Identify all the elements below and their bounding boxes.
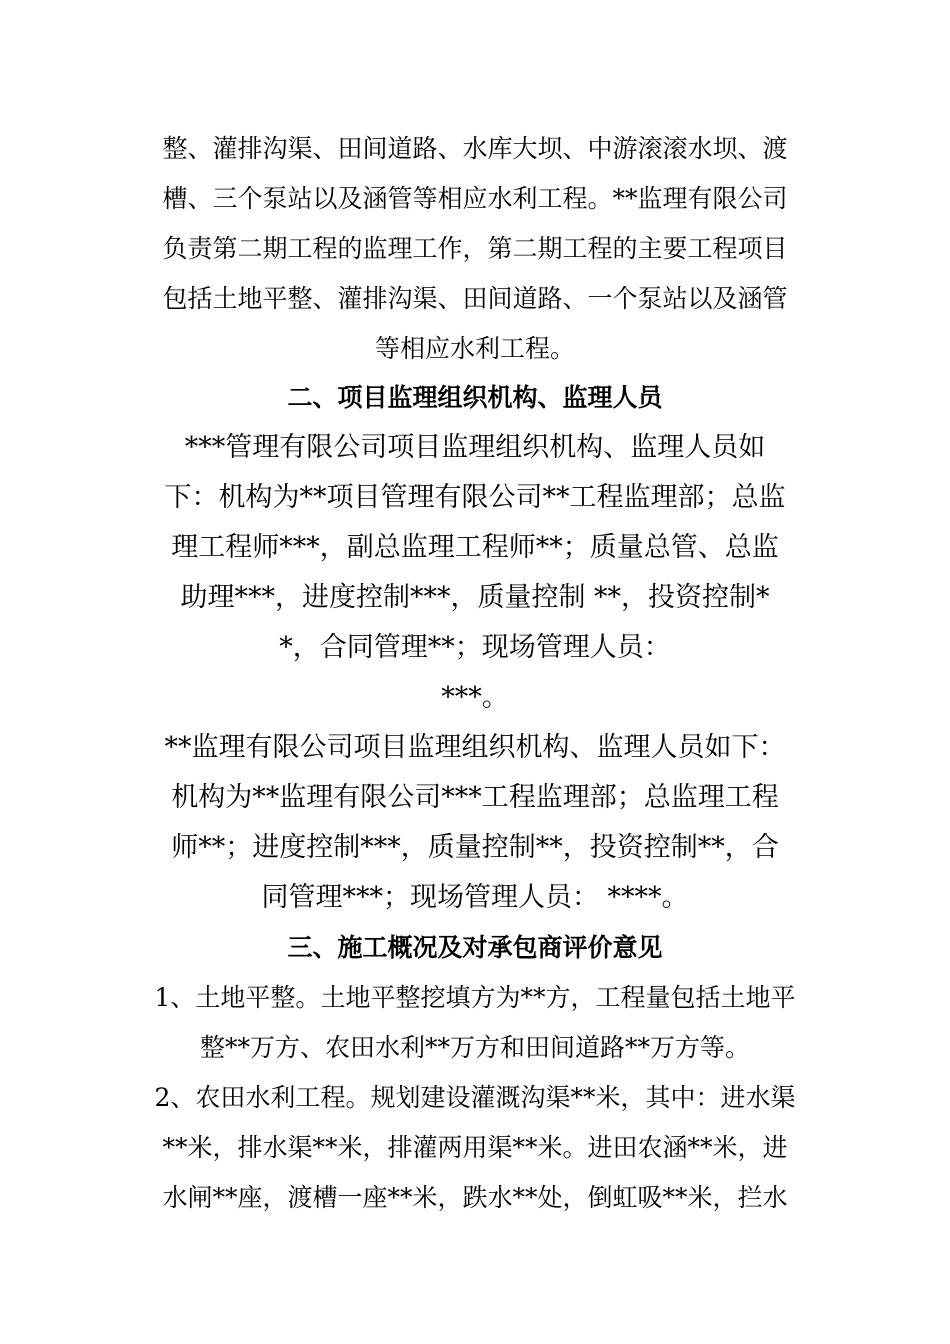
- text-line: **监理有限公司项目监理组织机构、监理人员如下：: [164, 732, 786, 763]
- text-line: ***。: [441, 682, 509, 713]
- text-line: ***管理有限公司项目监理组织机构、监理人员如: [184, 432, 766, 463]
- text-line: 机构为**监理有限公司***工程监理部；总监理工程: [171, 782, 779, 813]
- section-heading: 三、施工概况及对承包商评价意见: [287, 933, 663, 962]
- text-line: *，合同管理**；现场管理人员：: [279, 632, 671, 663]
- text-line: 整、灌排沟渠、田间道路、水库大坝、中游滚滚水坝、渡: [162, 134, 788, 163]
- text-line: 负责第二期工程的监理工作，第二期工程的主要工程项目: [162, 234, 788, 263]
- text-line: **米，排水渠**米，排灌两用渠**米。进田农涵**米，进: [162, 1133, 788, 1162]
- text-line: 水闸**座，渡槽一座**米，跌水**处，倒虹吸**米，拦水: [162, 1183, 788, 1212]
- text-line: 2、农田水利工程。规划建设灌溉沟渠**米，其中：进水渠: [154, 1083, 796, 1112]
- text-line: 整**万方、农田水利**万方和田间道路**万方等。: [199, 1033, 750, 1062]
- text-line: 助理***，进度控制***，质量控制 **，投资控制*: [180, 582, 770, 613]
- text-line: 理工程师***，副总监理工程师**；质量总管、总监: [171, 532, 779, 563]
- text-line: 同管理***；现场管理人员： ****。: [261, 882, 689, 913]
- text-line: 师**；进度控制***，质量控制**，投资控制**，合: [171, 832, 779, 863]
- text-line: 包括土地平整、灌排沟渠、田间道路、一个泵站以及涵管: [162, 284, 788, 313]
- text-line: 等相应水利工程。: [374, 334, 575, 363]
- text-line: 下：机构为**项目管理有限公司**工程监理部；总监: [164, 482, 786, 513]
- section-heading: 二、项目监理组织机构、监理人员: [287, 383, 663, 412]
- text-line: 1、土地平整。土地平整挖填方为**方，工程量包括土地平: [154, 983, 796, 1012]
- text-line: 槽、三个泵站以及涵管等相应水利工程。**监理有限公司: [162, 184, 788, 213]
